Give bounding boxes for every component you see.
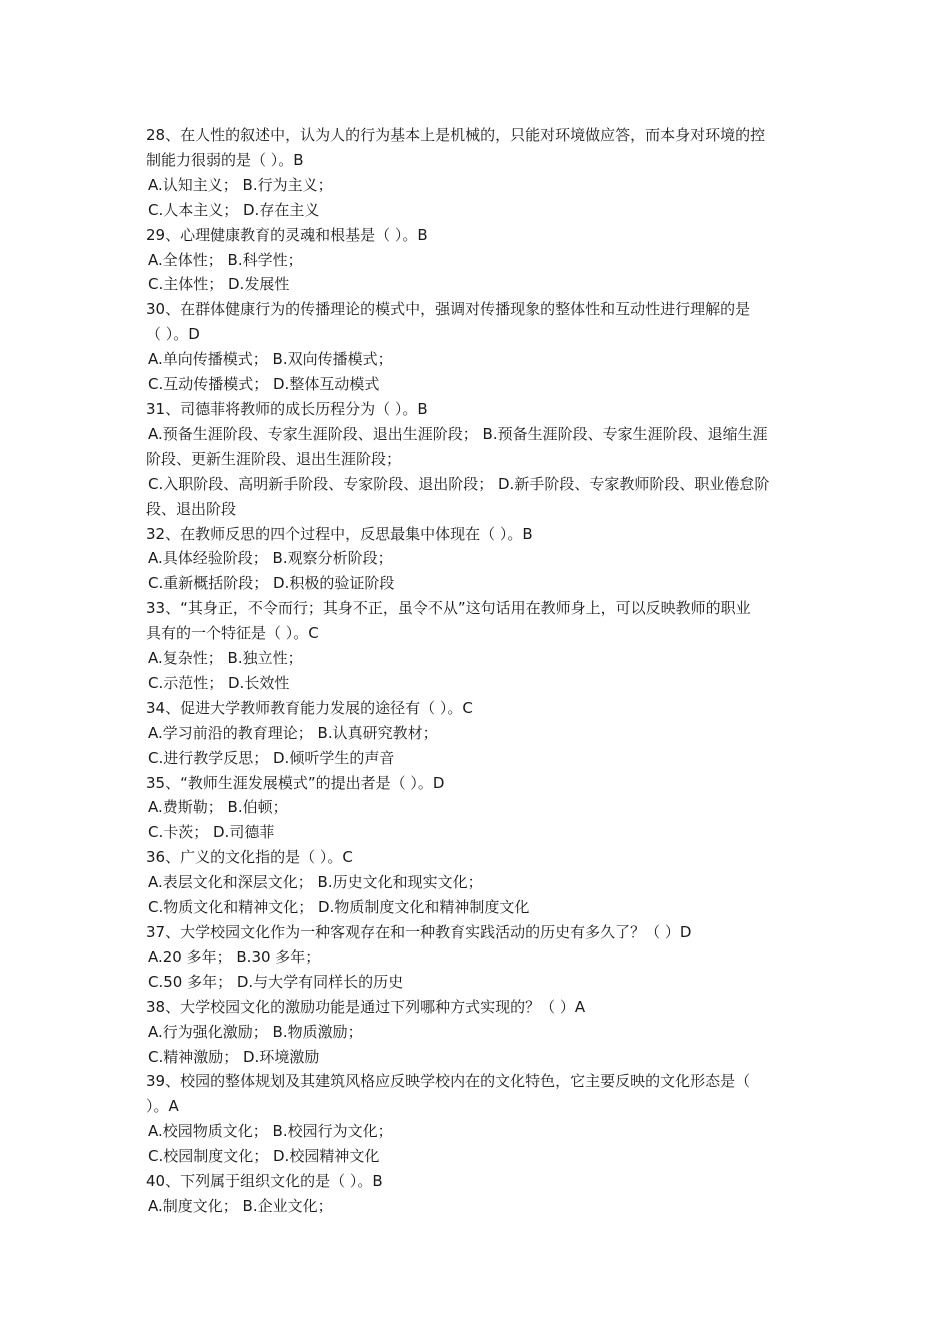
question-text-line: 38、大学校园文化的激励功能是通过下列哪种方式实现的？（ ）A xyxy=(146,997,586,1016)
answer-options-line: C.50 多年； D.与大学有同样长的历史 xyxy=(148,972,404,991)
answer-options-line: C.精神激励； D.环境激励 xyxy=(148,1047,320,1066)
answer-options-line: A.20 多年； B.30 多年； xyxy=(148,947,321,966)
answer-options-line: A.预备生涯阶段、专家生涯阶段、退出生涯阶段； B.预备生涯阶段、专家生涯阶段、退缩生涯 xyxy=(148,424,768,443)
question-text-line: 40、下列属于组织文化的是（ ）。B xyxy=(146,1172,383,1191)
question-text-line: 35、“教师生涯发展模式”的提出者是（ ）。D xyxy=(146,773,445,792)
answer-options-line: A.费斯勒； B.伯顿； xyxy=(148,798,288,817)
question-text-line: 具有的一个特征是（ ）。C xyxy=(146,624,319,643)
answer-options-line: A.复杂性； B.独立性； xyxy=(148,649,303,668)
question-text-line: 29、心理健康教育的灵魂和根基是（ ）。B xyxy=(146,225,428,244)
answer-options-line: A.认知主义； B.行为主义； xyxy=(148,175,333,194)
question-text-line: 制能力很弱的是（ ）。B xyxy=(146,150,304,169)
answer-options-line: C.人本主义； D.存在主义 xyxy=(148,200,320,219)
answer-options-line: C.主体性； D.发展性 xyxy=(148,275,290,294)
question-text-line: 39、校园的整体规划及其建筑风格应反映学校内在的文化特色，它主要反映的文化形态是（ xyxy=(146,1072,751,1091)
question-text-line: ）。A xyxy=(146,1097,179,1116)
answer-options-line: A.表层文化和深层文化； B.历史文化和现实文化； xyxy=(148,873,483,892)
question-text-line: 段、退出阶段 xyxy=(146,499,237,518)
answer-options-line: A.校园物质文化； B.校园行为文化； xyxy=(148,1122,393,1141)
answer-options-line: C.物质文化和精神文化； D.物质制度文化和精神制度文化 xyxy=(148,898,530,917)
answer-options-line: C.校园制度文化； D.校园精神文化 xyxy=(148,1147,380,1166)
answer-options-line: C.卡茨； D.司德菲 xyxy=(148,823,275,842)
question-list xyxy=(146,123,810,1219)
answer-options-line: A.制度文化； B.企业文化； xyxy=(148,1196,333,1215)
answer-options-line: C.重新概括阶段； D.积极的验证阶段 xyxy=(148,574,395,593)
question-text-line: 32、在教师反思的四个过程中，反思最集中体现在（ ）。B xyxy=(146,524,533,543)
answer-options-line: A.单向传播模式； B.双向传播模式； xyxy=(148,350,393,369)
answer-options-line: C.入职阶段、高明新手阶段、专家阶段、退出阶段； D.新手阶段、专家教师阶段、职业倦怠阶 xyxy=(148,474,770,493)
question-text-line: （ ）。D xyxy=(146,325,200,344)
answer-options-line: A.全体性； B.科学性； xyxy=(148,250,303,269)
question-text-line: 28、在人性的叙述中，认为人的行为基本上是机械的，只能对环境做应答，而本身对环境的控 xyxy=(146,126,766,144)
question-text-line: 36、广义的文化指的是（ ）。C xyxy=(146,848,353,867)
question-text-line: 阶段、更新生涯阶段、退出生涯阶段； xyxy=(146,449,402,468)
question-text-line: 33、“其身正，不令而行；其身不正，虽令不从”这句话用在教师身上，可以反映教师的职业 xyxy=(146,599,751,618)
answer-options-line: C.示范性； D.长效性 xyxy=(148,673,290,692)
answer-options-line: A.行为强化激励； B.物质激励； xyxy=(148,1022,363,1041)
answer-options-line: A.学习前沿的教育理论； B.认真研究教材； xyxy=(148,723,438,742)
question-text-line: 34、促进大学教师教育能力发展的途径有（ ）。C xyxy=(146,698,473,717)
question-text-line: 37、大学校园文化作为一种客观存在和一种教育实践活动的历史有多久了？（ ）D xyxy=(146,923,692,941)
answer-options-line: C.进行教学反思； D.倾听学生的声音 xyxy=(148,748,395,767)
answer-options-line: C.互动传播模式； D.整体互动模式 xyxy=(148,375,380,394)
question-text-line: 31、司德菲将教师的成长历程分为（ ）。B xyxy=(146,399,428,418)
answer-options-line: A.具体经验阶段； B.观察分析阶段； xyxy=(148,549,393,568)
question-text-line: 30、在群体健康行为的传播理论的模式中，强调对传播现象的整体性和互动性进行理解的是 xyxy=(146,300,751,319)
